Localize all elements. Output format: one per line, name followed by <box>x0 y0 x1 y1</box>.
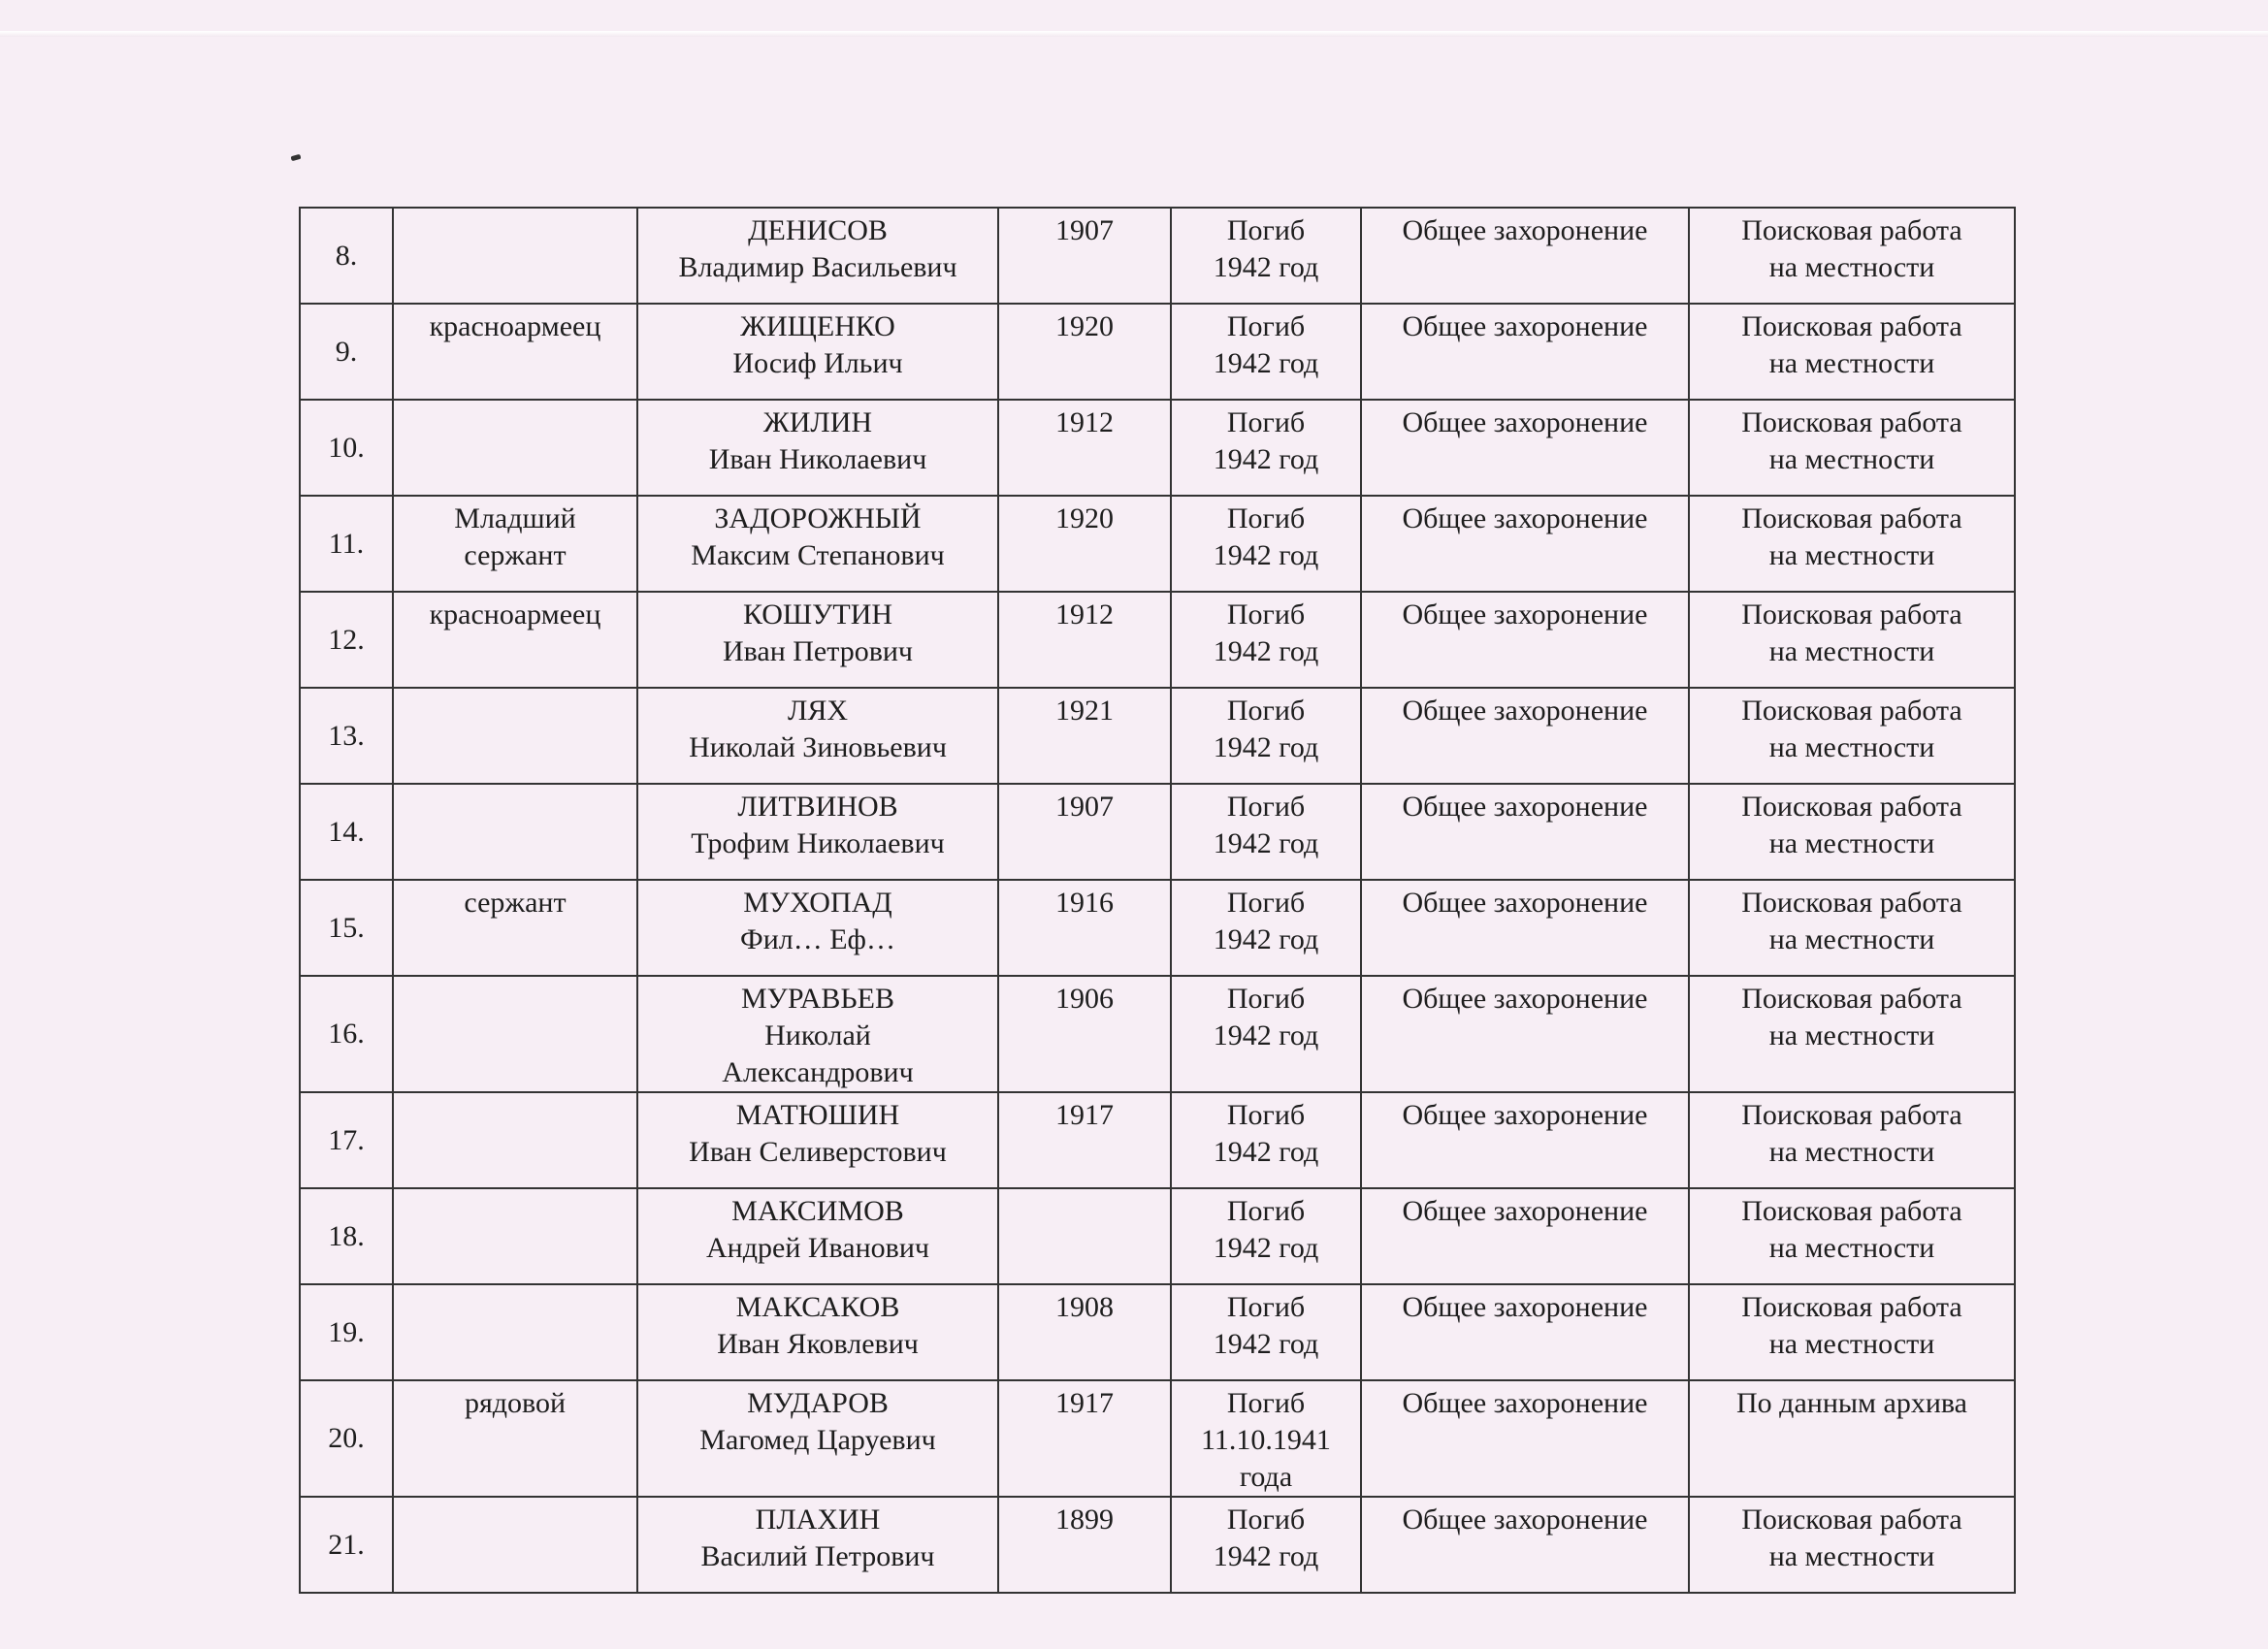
birth-year-cell-line: 1917 <box>1055 1099 1114 1131</box>
table-row <box>300 1092 2015 1188</box>
row-number-line: 20. <box>328 1422 365 1454</box>
name-cell-line: Николай <box>764 1019 871 1051</box>
birth-year-cell-line: 1916 <box>1055 887 1114 919</box>
fate-cell-line: Погиб <box>1226 598 1306 630</box>
fate-cell-line: Погиб <box>1226 406 1306 438</box>
row-number <box>300 1497 393 1593</box>
rank-cell <box>393 688 637 784</box>
birth-year-cell <box>998 688 1171 784</box>
burial-cell <box>1361 1497 1689 1593</box>
table-row <box>300 496 2015 592</box>
source-cell-line: на местности <box>1768 539 1935 571</box>
birth-year-cell-line: 1907 <box>1055 791 1114 823</box>
fate-cell <box>1171 1188 1361 1284</box>
name-cell-line: Фил… Еф… <box>740 923 895 955</box>
rank-cell-line: красноармеец <box>429 310 601 342</box>
burial-cell <box>1361 880 1689 976</box>
row-number-line: 12. <box>328 623 365 656</box>
burial-cell <box>1361 1188 1689 1284</box>
row-number-line: 18. <box>328 1219 365 1252</box>
fate-cell <box>1171 592 1361 688</box>
row-number-line: 17. <box>328 1123 365 1156</box>
source-cell-line: на местности <box>1768 443 1935 475</box>
fate-cell-line: 1942 год <box>1213 923 1319 955</box>
source-cell <box>1689 1092 2015 1188</box>
row-number <box>300 1284 393 1380</box>
rank-cell <box>393 304 637 400</box>
table-body <box>300 208 2015 1593</box>
rank-cell <box>393 1188 637 1284</box>
rank-cell-line: сержант <box>464 887 567 919</box>
source-cell <box>1689 1284 2015 1380</box>
source-cell-line: Поисковая работа <box>1741 983 1962 1015</box>
rank-cell <box>393 784 637 880</box>
name-cell-line: ДЕНИСОВ <box>748 214 888 246</box>
name-cell-line: МУДАРОВ <box>747 1387 889 1419</box>
row-number <box>300 208 393 304</box>
burial-cell-line: Общее захоронение <box>1402 406 1648 438</box>
source-cell-line: на местности <box>1768 347 1935 379</box>
name-cell-line: Владимир Васильевич <box>678 251 957 283</box>
burial-cell-line: Общее захоронение <box>1402 983 1648 1015</box>
fate-cell <box>1171 1092 1361 1188</box>
name-cell <box>637 208 998 304</box>
table-row <box>300 1188 2015 1284</box>
name-cell <box>637 1188 998 1284</box>
burial-cell <box>1361 208 1689 304</box>
fate-cell-line: 11.10.1941 <box>1201 1424 1331 1456</box>
birth-year-cell-line: 1912 <box>1055 406 1114 438</box>
name-cell <box>637 880 998 976</box>
row-number-line: 14. <box>328 815 365 848</box>
rank-cell <box>393 1497 637 1593</box>
fate-cell-line: Погиб <box>1226 983 1306 1015</box>
burial-cell-line: Общее захоронение <box>1402 887 1648 919</box>
source-cell-line: Поисковая работа <box>1741 598 1962 630</box>
row-number <box>300 1188 393 1284</box>
name-cell <box>637 976 998 1092</box>
page-top-edge <box>0 31 2268 37</box>
source-cell-line: Поисковая работа <box>1741 1504 1962 1536</box>
name-cell <box>637 496 998 592</box>
table-row <box>300 208 2015 304</box>
fate-cell <box>1171 208 1361 304</box>
burial-cell <box>1361 1284 1689 1380</box>
row-number <box>300 976 393 1092</box>
name-cell-line: ЗАДОРОЖНЫЙ <box>714 502 922 534</box>
fate-cell-line: 1942 год <box>1213 731 1319 763</box>
birth-year-cell-line: 1906 <box>1055 983 1114 1015</box>
source-cell-line: на местности <box>1768 251 1935 283</box>
fate-cell-line: 1942 год <box>1213 635 1319 667</box>
source-cell-line: Поисковая работа <box>1741 310 1962 342</box>
source-cell <box>1689 784 2015 880</box>
source-cell-line: на местности <box>1768 635 1935 667</box>
source-cell-line: Поисковая работа <box>1741 214 1962 246</box>
rank-cell <box>393 976 637 1092</box>
rank-cell <box>393 400 637 496</box>
row-number <box>300 688 393 784</box>
source-cell <box>1689 592 2015 688</box>
fate-cell-line: Погиб <box>1226 1387 1306 1419</box>
burial-cell <box>1361 1092 1689 1188</box>
birth-year-cell <box>998 1497 1171 1593</box>
name-cell-line: Василий Петрович <box>700 1540 935 1572</box>
row-number <box>300 880 393 976</box>
row-number <box>300 784 393 880</box>
burial-cell <box>1361 1380 1689 1497</box>
name-cell-line: ЖИЛИН <box>762 406 873 438</box>
birth-year-cell-line: 1917 <box>1055 1387 1114 1419</box>
rank-cell <box>393 1284 637 1380</box>
table-row <box>300 400 2015 496</box>
source-cell-line: на местности <box>1768 827 1935 859</box>
name-cell-line: МАКСИМОВ <box>731 1195 904 1227</box>
fate-cell-line: Погиб <box>1226 1099 1306 1131</box>
burial-cell-line: Общее захоронение <box>1402 695 1648 727</box>
row-number-line: 19. <box>328 1315 365 1348</box>
fate-cell <box>1171 1284 1361 1380</box>
source-cell <box>1689 1497 2015 1593</box>
rank-cell <box>393 1380 637 1497</box>
source-cell-line: на местности <box>1768 1232 1935 1264</box>
birth-year-cell <box>998 1092 1171 1188</box>
fate-cell <box>1171 976 1361 1092</box>
fate-cell <box>1171 1497 1361 1593</box>
table-row <box>300 1284 2015 1380</box>
row-number-line: 10. <box>328 431 365 464</box>
fate-cell-line: Погиб <box>1226 1291 1306 1323</box>
table-row <box>300 1380 2015 1497</box>
burial-cell-line: Общее захоронение <box>1402 598 1648 630</box>
name-cell <box>637 688 998 784</box>
source-cell <box>1689 688 2015 784</box>
fate-cell-line: Погиб <box>1226 887 1306 919</box>
name-cell-line: Андрей Иванович <box>706 1232 929 1264</box>
fate-cell <box>1171 1380 1361 1497</box>
table-row <box>300 304 2015 400</box>
rank-cell-line: красноармеец <box>429 598 601 630</box>
name-cell-line: Александрович <box>722 1056 914 1088</box>
name-cell-line: Иван Яковлевич <box>717 1328 919 1360</box>
burial-cell-line: Общее захоронение <box>1402 1195 1648 1227</box>
table-row <box>300 784 2015 880</box>
fate-cell-line: Погиб <box>1226 1504 1306 1536</box>
fate-cell-line: 1942 год <box>1213 251 1319 283</box>
row-number-line: 13. <box>328 719 365 752</box>
fate-cell-line: года <box>1239 1461 1293 1493</box>
rank-cell <box>393 208 637 304</box>
birth-year-cell <box>998 496 1171 592</box>
row-number <box>300 496 393 592</box>
source-cell-line: Поисковая работа <box>1741 406 1962 438</box>
fate-cell <box>1171 304 1361 400</box>
rank-cell <box>393 1092 637 1188</box>
birth-year-cell-line: 1908 <box>1055 1291 1114 1323</box>
birth-year-cell <box>998 1380 1171 1497</box>
fate-cell-line: Погиб <box>1226 695 1306 727</box>
source-cell <box>1689 880 2015 976</box>
birth-year-cell-line: 1921 <box>1055 695 1114 727</box>
row-number <box>300 1092 393 1188</box>
source-cell <box>1689 976 2015 1092</box>
fate-cell-line: Погиб <box>1226 214 1306 246</box>
fate-cell-line: 1942 год <box>1213 539 1319 571</box>
row-number-line: 9. <box>335 335 358 368</box>
name-cell-line: ПЛАХИН <box>755 1504 881 1536</box>
birth-year-cell <box>998 1188 1171 1284</box>
name-cell <box>637 784 998 880</box>
birth-year-cell <box>998 784 1171 880</box>
row-number <box>300 592 393 688</box>
name-cell-line: МАКСАКОВ <box>735 1291 900 1323</box>
source-cell-line: Поисковая работа <box>1741 887 1962 919</box>
source-cell-line: на местности <box>1768 731 1935 763</box>
rank-cell-line: рядовой <box>464 1387 567 1419</box>
source-cell <box>1689 1188 2015 1284</box>
burial-cell <box>1361 304 1689 400</box>
source-cell <box>1689 496 2015 592</box>
birth-year-cell-line: 1920 <box>1055 310 1114 342</box>
name-cell-line: Максим Степанович <box>691 539 945 571</box>
fate-cell <box>1171 880 1361 976</box>
row-number <box>300 1380 393 1497</box>
fate-cell-line: 1942 год <box>1213 347 1319 379</box>
birth-year-cell-line: 1907 <box>1055 214 1114 246</box>
table-row <box>300 688 2015 784</box>
birth-year-cell <box>998 208 1171 304</box>
fate-cell <box>1171 784 1361 880</box>
source-cell <box>1689 304 2015 400</box>
row-number-line: 15. <box>328 911 365 944</box>
burial-cell <box>1361 592 1689 688</box>
burial-cell-line: Общее захоронение <box>1402 1099 1648 1131</box>
name-cell-line: Магомед Царуевич <box>699 1424 936 1456</box>
birth-year-cell-line: 1912 <box>1055 598 1114 630</box>
burial-cell <box>1361 976 1689 1092</box>
name-cell-line: МАТЮШИН <box>735 1099 900 1131</box>
name-cell <box>637 1092 998 1188</box>
birth-year-cell <box>998 976 1171 1092</box>
fate-cell-line: 1942 год <box>1213 1019 1319 1051</box>
rank-cell <box>393 496 637 592</box>
fate-cell <box>1171 688 1361 784</box>
row-number <box>300 304 393 400</box>
burial-list-table <box>299 207 2016 1594</box>
burial-cell-line: Общее захоронение <box>1402 502 1648 534</box>
name-cell-line: Иван Петрович <box>722 635 914 667</box>
source-cell-line: на местности <box>1768 1136 1935 1168</box>
source-cell <box>1689 1380 2015 1497</box>
fate-cell-line: Погиб <box>1226 310 1306 342</box>
source-cell-line: По данным архива <box>1736 1387 1967 1419</box>
table-row <box>300 976 2015 1092</box>
burial-cell <box>1361 496 1689 592</box>
fate-cell <box>1171 496 1361 592</box>
name-cell-line: ЛЯХ <box>787 695 849 727</box>
birth-year-cell-line: 1920 <box>1055 502 1114 534</box>
name-cell <box>637 400 998 496</box>
fate-cell-line: 1942 год <box>1213 1136 1319 1168</box>
source-cell-line: Поисковая работа <box>1741 1099 1962 1131</box>
source-cell-line: Поисковая работа <box>1741 695 1962 727</box>
fate-cell-line: 1942 год <box>1213 443 1319 475</box>
fate-cell-line: Погиб <box>1226 1195 1306 1227</box>
fate-cell-line: 1942 год <box>1213 1328 1319 1360</box>
name-cell-line: Иосиф Ильич <box>732 347 903 379</box>
source-cell <box>1689 400 2015 496</box>
rank-cell <box>393 592 637 688</box>
name-cell-line: Николай Зиновьевич <box>689 731 947 763</box>
burial-cell-line: Общее захоронение <box>1402 1504 1648 1536</box>
source-cell-line: Поисковая работа <box>1741 1291 1962 1323</box>
source-cell-line: на местности <box>1768 1019 1935 1051</box>
table-row <box>300 592 2015 688</box>
source-cell-line: на местности <box>1768 1540 1935 1572</box>
fate-cell-line: 1942 год <box>1213 827 1319 859</box>
birth-year-cell <box>998 1284 1171 1380</box>
row-number <box>300 400 393 496</box>
source-cell-line: Поисковая работа <box>1741 791 1962 823</box>
birth-year-cell <box>998 880 1171 976</box>
source-cell <box>1689 208 2015 304</box>
fate-cell-line: Погиб <box>1226 502 1306 534</box>
name-cell <box>637 1380 998 1497</box>
burial-cell-line: Общее захоронение <box>1402 1291 1648 1323</box>
fate-cell <box>1171 400 1361 496</box>
table-row <box>300 1497 2015 1593</box>
burial-cell-line: Общее захоронение <box>1402 1387 1648 1419</box>
birth-year-cell <box>998 400 1171 496</box>
name-cell <box>637 1497 998 1593</box>
row-number-line: 16. <box>328 1018 365 1050</box>
fate-cell-line: 1942 год <box>1213 1232 1319 1264</box>
name-cell-line: ЖИЩЕНКО <box>740 310 895 342</box>
table-row <box>300 880 2015 976</box>
burial-cell-line: Общее захоронение <box>1402 310 1648 342</box>
rank-cell-line: Младший сержант <box>454 502 576 571</box>
name-cell-line: КОШУТИН <box>742 598 893 630</box>
row-number-line: 11. <box>328 527 365 560</box>
burial-cell <box>1361 688 1689 784</box>
fate-cell-line: 1942 год <box>1213 1540 1319 1572</box>
name-cell-line: МУХОПАД <box>743 887 892 919</box>
burial-cell-line: Общее захоронение <box>1402 214 1648 246</box>
burial-cell <box>1361 400 1689 496</box>
row-number-line: 21. <box>328 1528 365 1561</box>
burial-cell <box>1361 784 1689 880</box>
source-cell-line: Поисковая работа <box>1741 1195 1962 1227</box>
row-number-line: 8. <box>335 239 358 272</box>
name-cell <box>637 1284 998 1380</box>
name-cell-line: Иван Селиверстович <box>689 1136 947 1168</box>
burial-cell-line: Общее захоронение <box>1402 791 1648 823</box>
birth-year-cell <box>998 592 1171 688</box>
name-cell-line: Иван Николаевич <box>708 443 927 475</box>
name-cell <box>637 304 998 400</box>
name-cell-line: ЛИТВИНОВ <box>737 791 898 823</box>
source-cell-line: на местности <box>1768 1328 1935 1360</box>
source-cell-line: Поисковая работа <box>1741 502 1962 534</box>
name-cell <box>637 592 998 688</box>
fate-cell-line: Погиб <box>1226 791 1306 823</box>
name-cell-line: МУРАВЬЕВ <box>741 983 894 1015</box>
scan-speck <box>291 154 302 161</box>
birth-year-cell-line: 1899 <box>1055 1504 1114 1536</box>
rank-cell <box>393 880 637 976</box>
source-cell-line: на местности <box>1768 923 1935 955</box>
name-cell-line: Трофим Николаевич <box>691 827 945 859</box>
birth-year-cell <box>998 304 1171 400</box>
